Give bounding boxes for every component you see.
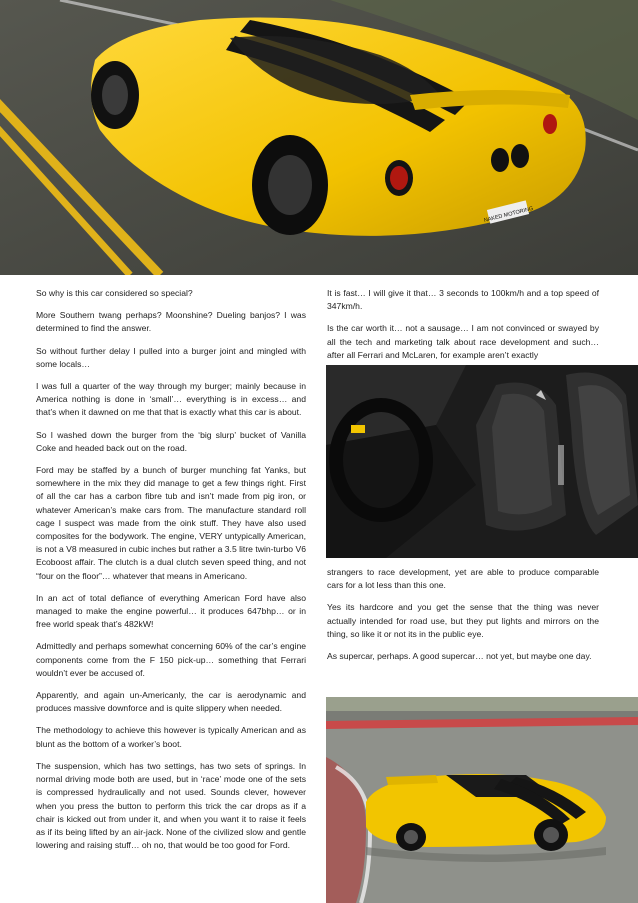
article-paragraph: The suspension, which has two settings, has two sets of springs. In normal driving mode both are used, but in ‘race’ mode one of the sets is compressed hydraulically and not used. Sounds clever, however when you press the button to perform this trick the car drops as if a chair is kicked out from under it, and when you want it to raise it feels as if its being lifted by an air-jack. None of the civilized slow and gentle lowering and raising stuff… oh no, that would be too good for Ford.	[36, 760, 306, 851]
article-paragraph: strangers to race development, yet are able to produce comparable cars for a lot less than this one.	[327, 567, 599, 591]
article-paragraph: Yes its hardcore and you get the sense that the thing was never actually intended for road use, but they put lights and mirrors on the thing, so like it or not its in the public eye.	[327, 602, 599, 639]
article-paragraph: So why is this car considered so special?	[36, 288, 193, 298]
hero-car-illustration	[0, 0, 638, 275]
article-paragraph: I was full a quarter of the way through my burger; mainly because in America nothing is done in ‘small’… everything is in excess… and that’s when it dawned on me that that is exactly what this car is about.	[36, 381, 306, 418]
interior-illustration	[326, 365, 638, 558]
hero-car-photo	[0, 0, 638, 275]
track-illustration	[326, 697, 638, 903]
track-car-photo	[326, 697, 638, 903]
article-paragraph: So without further delay I pulled into a burger joint and mingled with some locals…	[36, 345, 306, 369]
article-paragraph: Admittedly and perhaps somewhat concerning 60% of the car’s engine components come from the F 150 pick-up… something that Ferrari wouldn’t ever be accused of.	[36, 641, 306, 678]
article-right-column-top	[327, 287, 599, 371]
article-paragraph: So I washed down the burger from the ‘big slurp’ bucket of Vanilla Coke and headed back out on the road.	[36, 429, 306, 453]
article-paragraph: In an act of total defiance of everything American Ford have also managed to make the engine powerful… it produces 647bhp… or in free world speak that’s 482kW!	[36, 592, 306, 630]
article-paragraph: It is fast… I will give it that… 3 seconds to 100km/h and a top speed of 347km/h.	[327, 288, 599, 312]
interior-seats-photo	[326, 365, 638, 558]
plate-watermark: NAKED MOTORING	[483, 205, 535, 224]
article-paragraph: More Southern twang perhaps? Moonshine? Dueling banjos? I was determined to find the answer.	[36, 310, 306, 334]
article-paragraph: Apparently, and again un-Americanly, the car is aerodynamic and produces massive downforce and is quite slippery when needed.	[36, 690, 306, 714]
article-right-column-bottom	[327, 566, 599, 672]
article-paragraph: As supercar, perhaps. A good supercar… not yet, but maybe one day.	[327, 651, 592, 662]
article-paragraph: The methodology to achieve this however is typically American and as blunt as the bottom of a worker’s boot.	[36, 725, 306, 749]
article-left-column	[36, 287, 306, 861]
article-paragraph: Ford may be staffed by a bunch of burger munching fat Yanks, but somewhere in the mix they did manage to get a few things right. First of all the car has a carbon fibre tub and isn’t made from pig iron, or whatever American’s make cars from. The manufacture standard roll cage I suspect was made from the oink stuff. They have also used composites for the bodywork. The engine, VERY untypically American, is not a V8 measured in cubic inches but rather a 3.5 litre twin-turbo V6 Ecoboost affair. The clutch is a dual clutch seven speed thing, and not “four on the floor”… whatever that means in Americano.	[36, 465, 306, 581]
article-paragraph: Is the car worth it… not a sausage… I am not convinced or swayed by all the tech and marketing talk about race development and such… after all Ferrari and McLaren, for example aren’t exactly	[327, 323, 599, 360]
